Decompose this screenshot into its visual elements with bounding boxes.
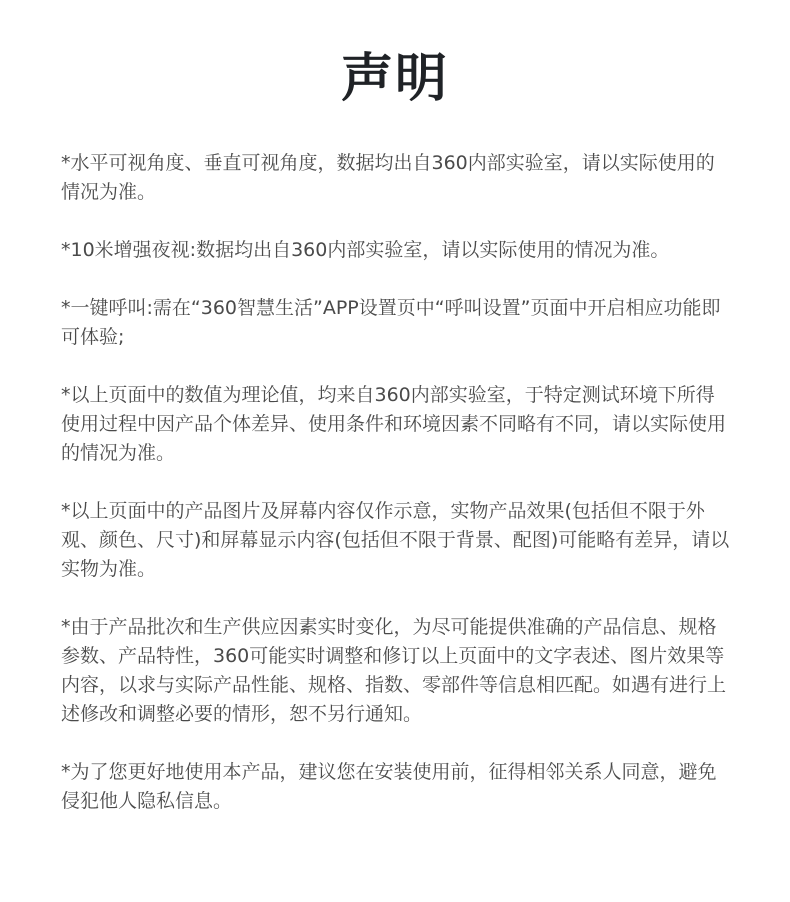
note-theoretical-values: *以上页面中的数值为理论值，均来自360内部实验室，于特定测试环境下所得使用过程中因产品个体差异、使用条件和环境因素不同略有不同，请以实际使用的情况为准。 [61,384,727,464]
note-one-touch-call: *一键呼叫:需在“360智慧生活”APP设置页中“呼叫设置”页面中开启相应功能即可体验; [61,297,721,348]
note-images-illustrative: *以上页面中的产品图片及屏幕内容仅作示意，实物产品效果(包括但不限于外观、颜色、尺寸)和屏幕显示内容(包括但不限于背景、配图)可能略有差异，请以实物为准。 [61,500,730,580]
note-product-changes: *由于产品批次和生产供应因素实时变化，为尽可能提供准确的产品信息、规格参数、产品特性，360可能实时调整和修订以上页面中的文字表述、图片效果等内容，以求与实际产品性能、规格、指数、零部件等信息相匹配。如遇有进行上述修改和调整必要的情形，恕不另行通知。 [61,616,727,725]
notes-list [61,149,733,845]
page-title: 声明 [340,49,449,109]
note-privacy: *为了您更好地使用本产品，建议您在安装使用前，征得相邻关系人同意，避免侵犯他人隐私信息。 [61,761,717,812]
note-viewing-angle: *水平可视角度、垂直可视角度，数据均出自360内部实验室，请以实际使用的情况为准。 [61,152,715,203]
note-night-vision: *10米增强夜视:数据均出自360内部实验室，请以实际使用的情况为准。 [61,239,670,261]
